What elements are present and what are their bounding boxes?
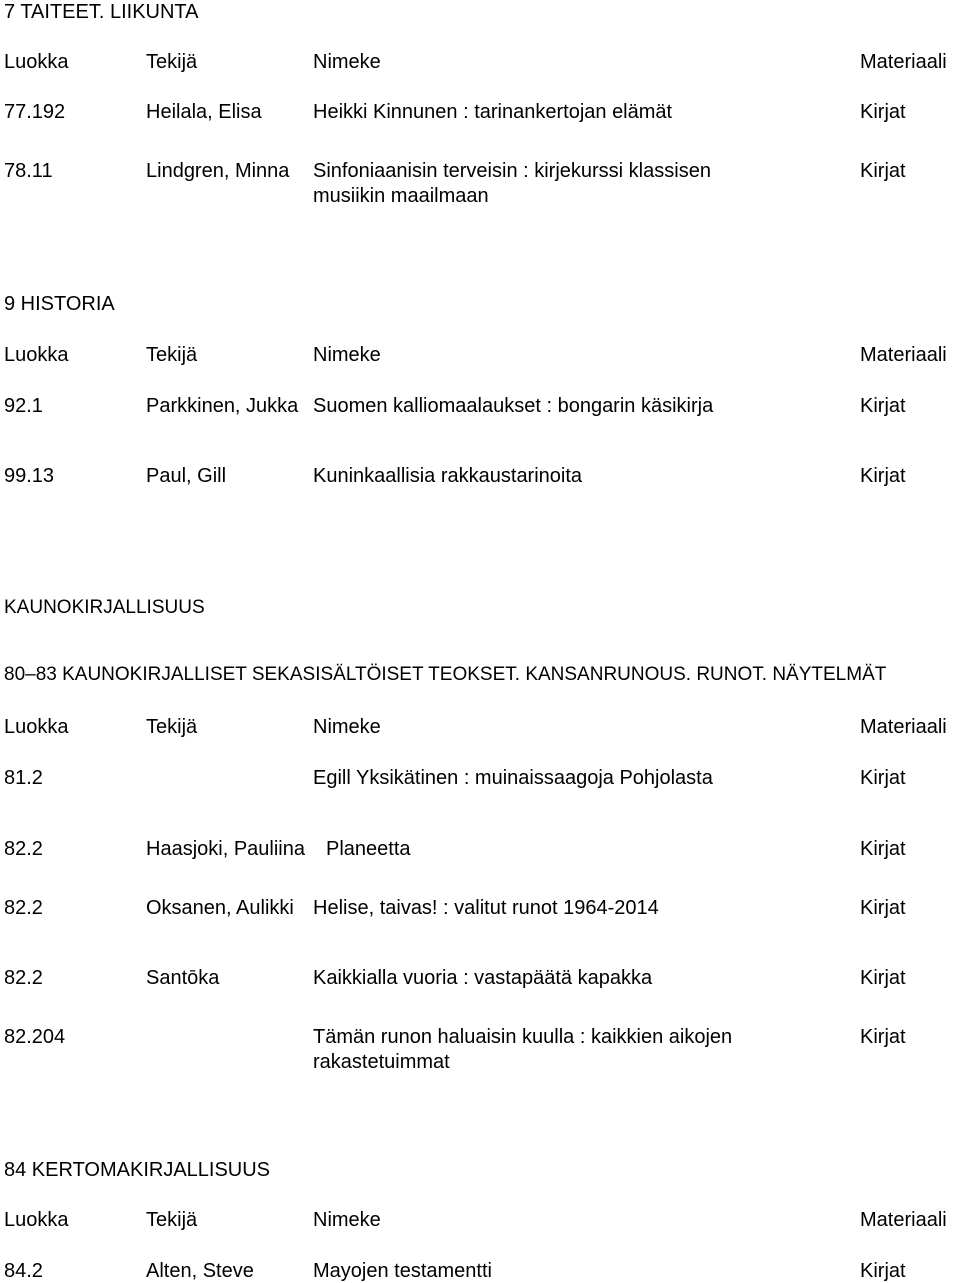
row-tekija: Heilala, Elisa: [146, 101, 262, 123]
row-nimeke: Kaikkialla vuoria : vastapäätä kapakka: [313, 967, 653, 989]
row-nimeke: Kuninkaallisia rakkaustarinoita: [313, 465, 583, 487]
row-tekija: Oksanen, Aulikki: [146, 897, 294, 919]
header-tekija: Tekijä: [146, 344, 198, 366]
row-luokka: 78.11: [4, 160, 53, 182]
header-tekija: Tekijä: [146, 51, 198, 73]
header-nimeke: Nimeke: [313, 1209, 381, 1231]
row-materiaali: Kirjat: [860, 1026, 906, 1048]
row-nimeke: Egill Yksikätinen : muinaissaagoja Pohjolasta: [313, 767, 713, 789]
row-luokka: 82.2: [4, 967, 43, 989]
row-materiaali: Kirjat: [860, 897, 906, 919]
section-title: 84 KERTOMAKIRJALLISUUS: [4, 1159, 271, 1181]
row-luokka: 82.2: [4, 897, 43, 919]
row-luokka: 81.2: [4, 767, 43, 789]
row-nimeke: Helise, taivas! : valitut runot 1964-2014: [313, 897, 659, 919]
row-tekija: Alten, Steve: [146, 1260, 254, 1282]
row-luokka: 77.192: [4, 101, 66, 123]
row-tekija: Haasjoki, Pauliina: [146, 838, 305, 860]
row-nimeke: Mayojen testamentti: [313, 1260, 492, 1282]
row-nimeke: Tämän runon haluaisin kuulla : kaikkien aikojen rakastetuimmat: [313, 1026, 733, 1073]
row-nimeke: Suomen kalliomaalaukset : bongarin käsikirja: [313, 395, 714, 417]
header-nimeke: Nimeke: [313, 51, 381, 73]
row-luokka: 92.1: [4, 395, 43, 417]
section-subtitle: 80–83 KAUNOKIRJALLISET SEKASISÄLTÖISET TEOKSET. KANSANRUNOUS. RUNOT. NÄYTELMÄT: [4, 664, 887, 685]
header-tekija: Tekijä: [146, 716, 198, 738]
row-tekija: Santōka: [146, 967, 220, 989]
row-luokka: 82.204: [4, 1026, 66, 1048]
row-tekija: Paul, Gill: [146, 465, 227, 487]
row-nimeke: Heikki Kinnunen : tarinankertojan elämät: [313, 101, 673, 123]
header-materiaali: Materiaali: [860, 344, 947, 366]
section-title: 9 HISTORIA: [4, 293, 115, 315]
row-nimeke: Sinfoniaanisin terveisin : kirjekurssi klassisen musiikin maailmaan: [313, 160, 711, 207]
row-materiaali: Kirjat: [860, 838, 906, 860]
row-luokka: 99.13: [4, 465, 55, 487]
header-materiaali: Materiaali: [860, 51, 947, 73]
row-materiaali: Kirjat: [860, 767, 906, 789]
row-tekija: Parkkinen, Jukka: [146, 395, 299, 417]
header-tekija: Tekijä: [146, 1209, 198, 1231]
row-materiaali: Kirjat: [860, 967, 906, 989]
row-luokka: 82.2: [4, 838, 43, 860]
section-title: 7 TAITEET. LIIKUNTA: [4, 1, 199, 23]
row-materiaali: Kirjat: [860, 101, 906, 123]
header-nimeke: Nimeke: [313, 716, 381, 738]
row-luokka: 84.2: [4, 1260, 43, 1282]
row-materiaali: Kirjat: [860, 1260, 906, 1282]
header-materiaali: Materiaali: [860, 716, 947, 738]
header-nimeke: Nimeke: [313, 344, 381, 366]
row-nimeke: Planeetta: [326, 838, 411, 860]
header-materiaali: Materiaali: [860, 1209, 947, 1231]
row-materiaali: Kirjat: [860, 160, 906, 182]
section-title: KAUNOKIRJALLISUUS: [4, 597, 205, 618]
row-materiaali: Kirjat: [860, 395, 906, 417]
header-luokka: Luokka: [4, 1209, 69, 1231]
header-luokka: Luokka: [4, 344, 69, 366]
header-luokka: Luokka: [4, 51, 69, 73]
row-tekija: Lindgren, Minna: [146, 160, 290, 182]
row-materiaali: Kirjat: [860, 465, 906, 487]
header-luokka: Luokka: [4, 716, 69, 738]
